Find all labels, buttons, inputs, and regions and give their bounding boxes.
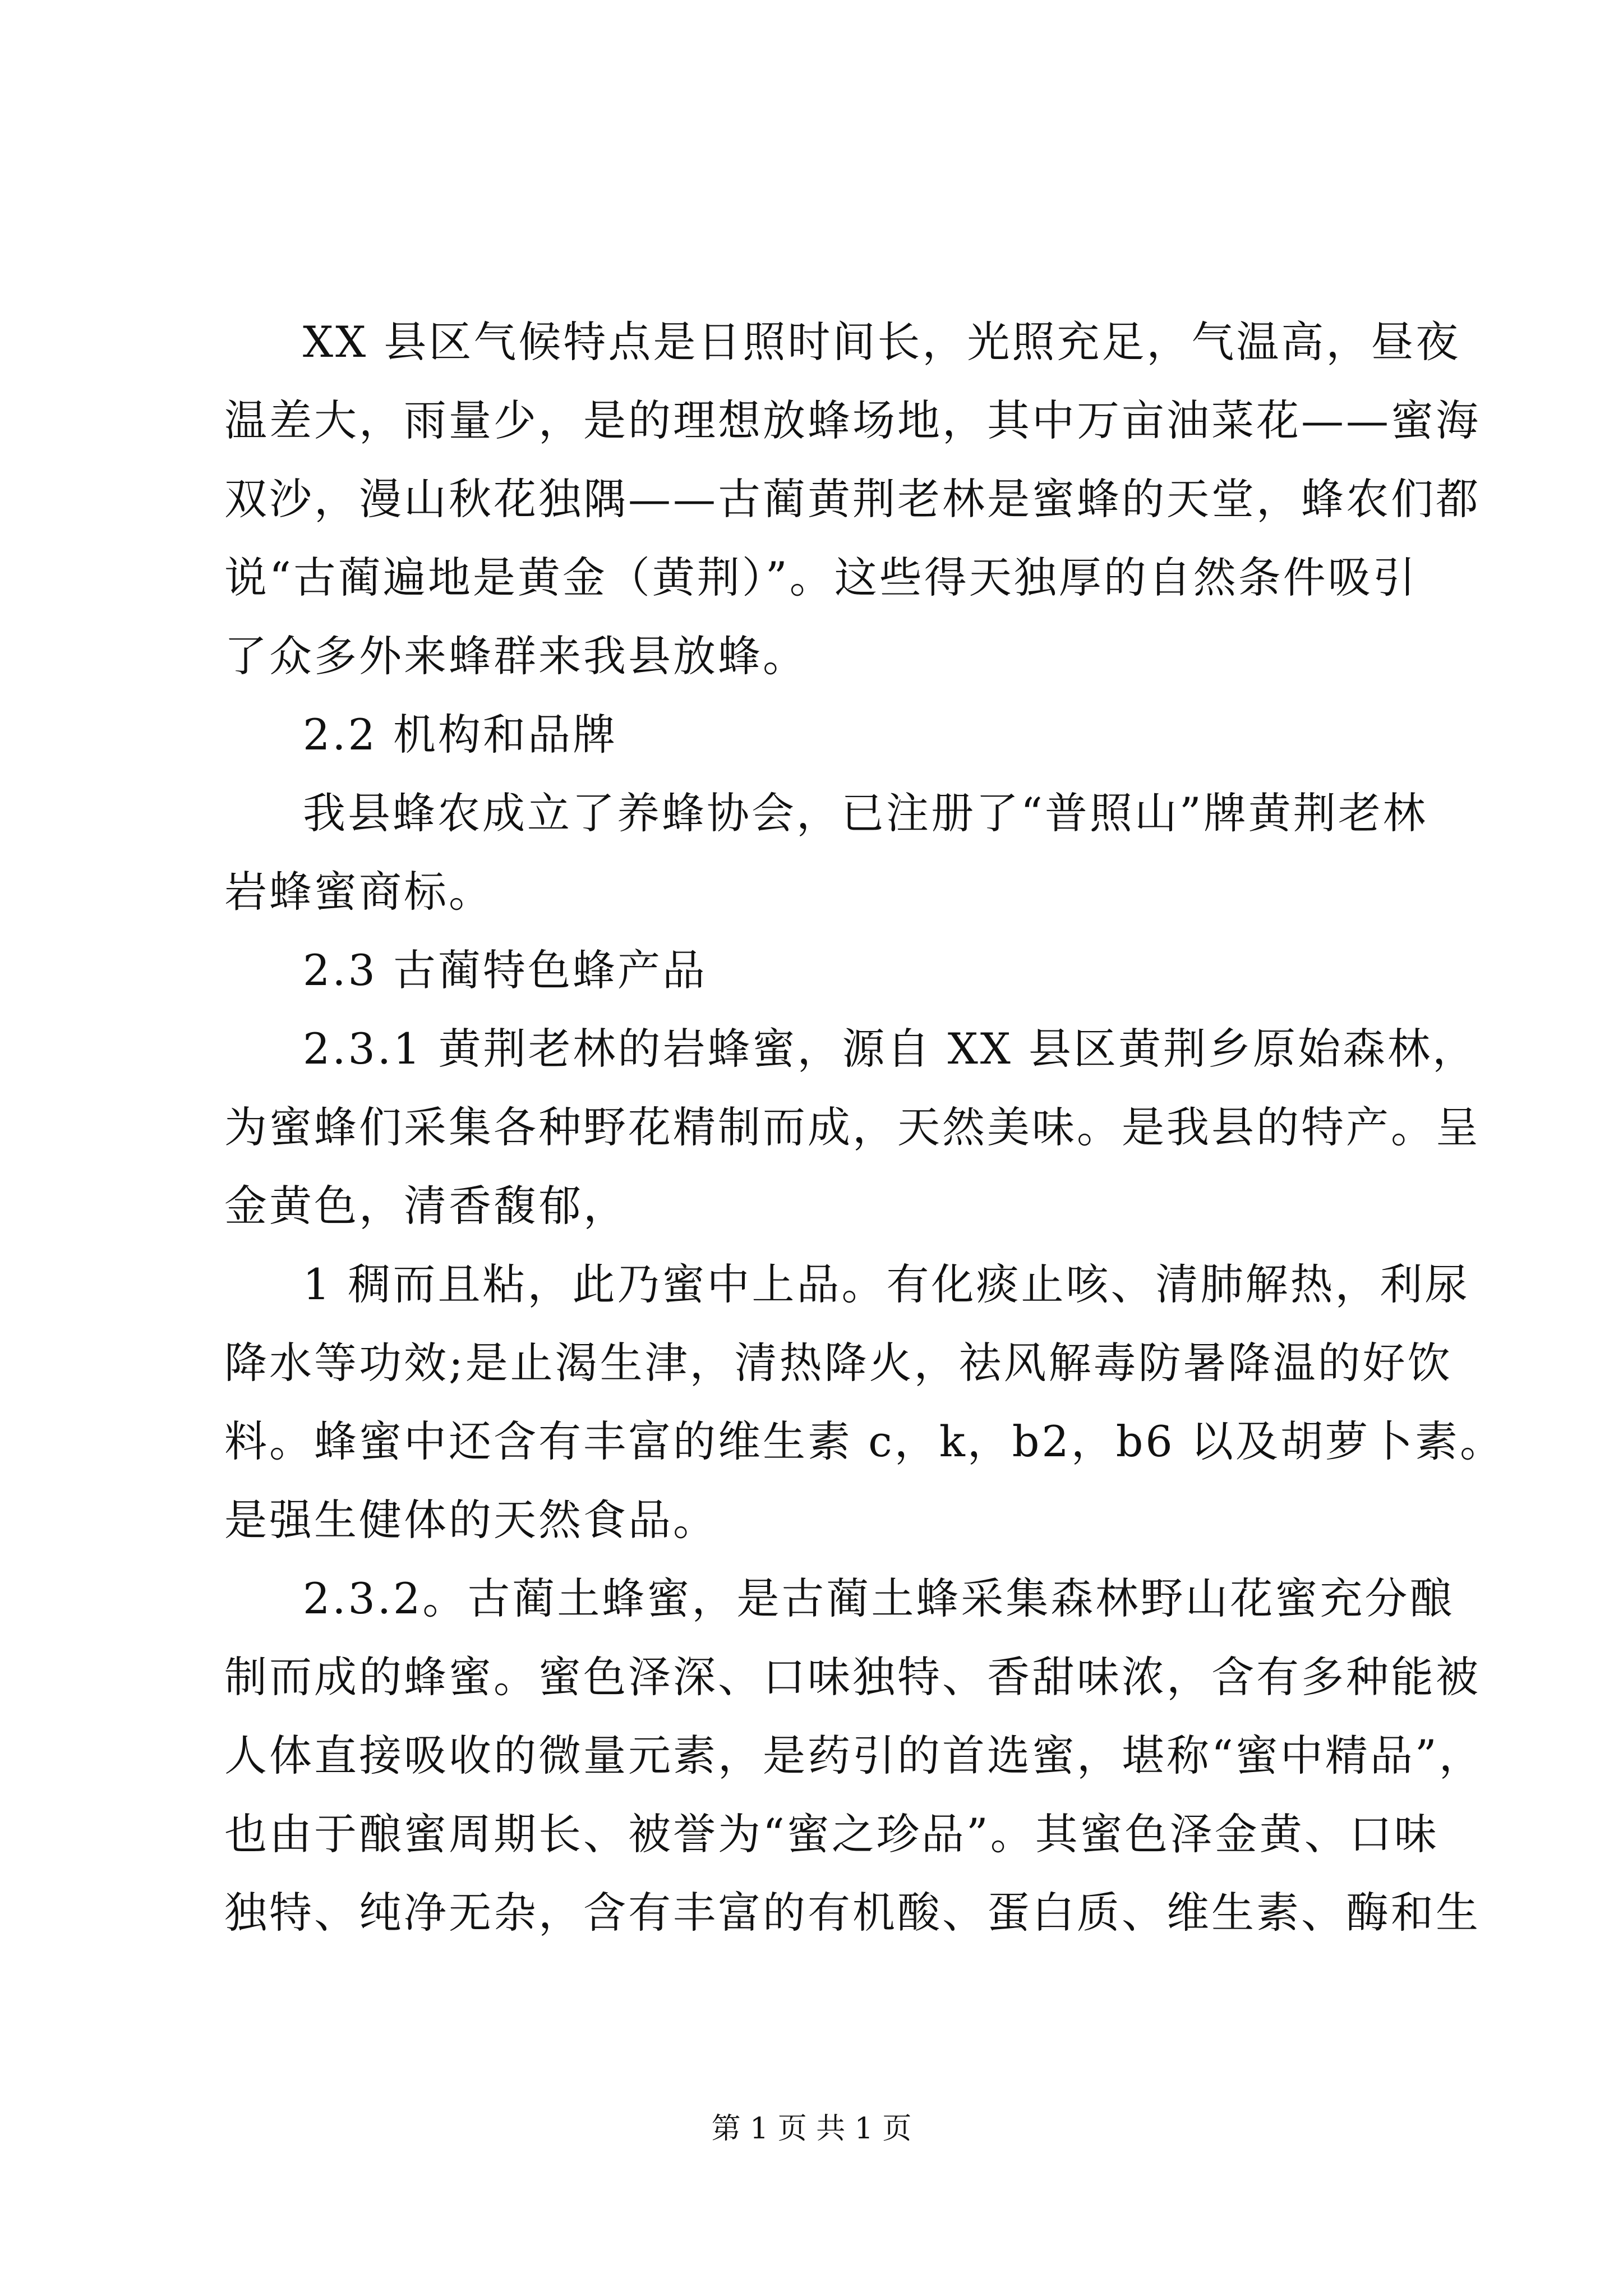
- paragraph-line: 双沙，漫山秋花独隅——古蔺黄荆老林是蜜蜂的天堂，蜂农们都: [224, 474, 1481, 524]
- paragraph-line: 2.3.2。古蔺土蜂蜜，是古蔺土蜂采集森林野山花蜜充分酿: [303, 1573, 1455, 1623]
- paragraph-line: 也由于酿蜜周期长、被誉为“蜜之珍品”。其蜜色泽金黄、口味: [224, 1809, 1439, 1859]
- paragraph-line: XX 县区气候特点是日照时间长，光照充足，气温高，昼夜: [303, 317, 1461, 367]
- page-footer: 第 1 页 共 1 页: [711, 2112, 912, 2146]
- paragraph-line: 为蜜蜂们采集各种野花精制而成，天然美味。是我县的特产。呈: [224, 1102, 1481, 1152]
- paragraph-line: 料。蜂蜜中还含有丰富的维生素 c，k，b2，b6 以及胡萝卜素。: [224, 1416, 1505, 1466]
- paragraph-line: 了众多外来蜂群来我县放蜂。: [224, 631, 808, 681]
- paragraph-line: 金黄色，清香馥郁，: [224, 1181, 628, 1231]
- paragraph-line: 温差大，雨量少，是的理想放蜂场地，其中万亩油菜花——蜜海: [224, 395, 1481, 445]
- paragraph-line: 人体直接吸收的微量元素，是药引的首选蜜，堪称“蜜中精品”，: [224, 1731, 1484, 1780]
- paragraph-line: 1 稠而且粘，此乃蜜中上品。有化痰止咳、清肺解热，利尿: [303, 1259, 1470, 1309]
- section-heading: 2.2 机构和品牌: [303, 710, 618, 760]
- paragraph-line: 我县蜂农成立了养蜂协会，已注册了“普照山”牌黄荆老林: [303, 788, 1428, 838]
- paragraph-line: 2.3.1 黄荆老林的岩蜂蜜，源自 XX 县区黄荆乡原始森林，: [303, 1024, 1478, 1074]
- section-heading: 2.3 古蔺特色蜂产品: [303, 945, 708, 995]
- paragraph-line: 是强生健体的天然食品。: [224, 1495, 718, 1545]
- paragraph-line: 制而成的蜂蜜。蜜色泽深、口味独特、香甜味浓，含有多种能被: [224, 1652, 1481, 1702]
- paragraph-line: 岩蜂蜜商标。: [224, 867, 494, 917]
- paragraph-line: 降水等功效;是止渴生津，清热降火，祛风解毒防暑降温的好饮: [224, 1338, 1453, 1388]
- paragraph-line: 说“古蔺遍地是黄金（黄荆）”。这些得天独厚的自然条件吸引: [224, 553, 1418, 602]
- paragraph-line: 独特、纯净无杂，含有丰富的有机酸、蛋白质、维生素、酶和生: [224, 1888, 1481, 1938]
